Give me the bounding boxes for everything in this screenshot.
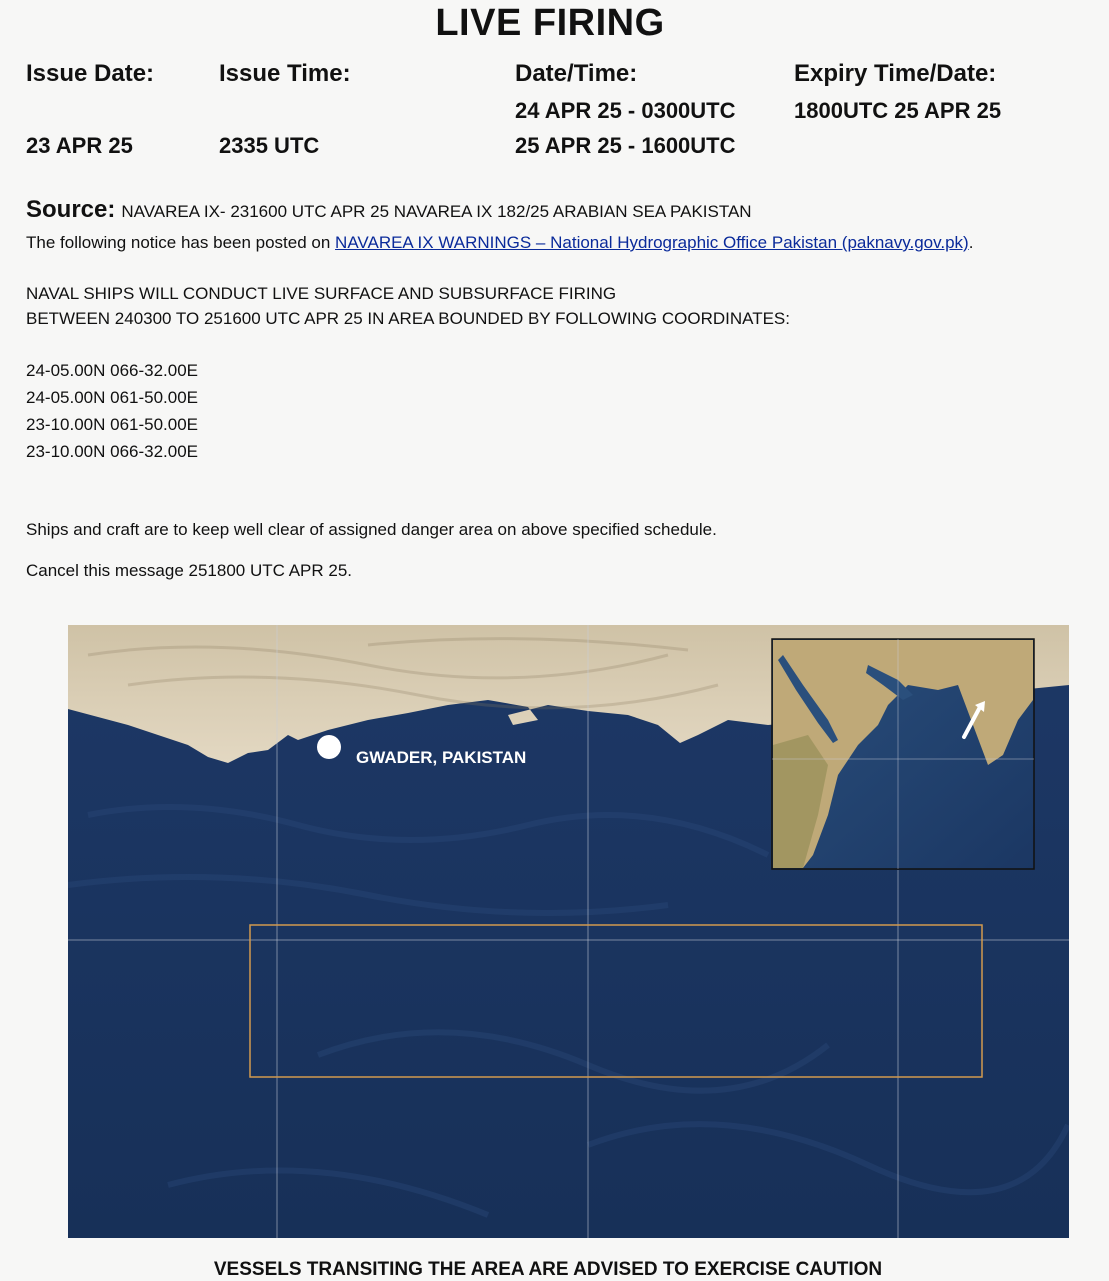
coordinate-3: 23-10.00N 061-50.00E xyxy=(26,415,199,434)
datetime-start: 24 APR 25 - 0300UTC xyxy=(515,98,736,123)
issue-time-label: Issue Time: xyxy=(219,60,351,87)
coordinate-4: 23-10.00N 066-32.00E xyxy=(26,442,199,461)
source-label: Source: xyxy=(26,196,116,223)
posted-prefix: The following notice has been posted on xyxy=(26,233,336,252)
coordinate-2: 24-05.00N 061-50.00E xyxy=(26,388,199,407)
posted-line xyxy=(26,233,973,253)
locator-inset xyxy=(772,639,1034,869)
navarea-link[interactable]: NAVAREA IX WARNINGS – National Hydrographic Office Pakistan (paknavy.gov.pk) xyxy=(335,233,969,252)
page-title: LIVE FIRING xyxy=(435,2,665,44)
source-line xyxy=(26,196,752,224)
posted-suffix: . xyxy=(968,233,974,252)
expiry-label: Expiry Time/Date: xyxy=(794,60,997,87)
coordinate-1: 24-05.00N 066-32.00E xyxy=(26,361,199,380)
caution-footer: VESSELS TRANSITING THE AREA ARE ADVISED TO EXERCISE CAUTION xyxy=(213,1259,883,1280)
gwadar-marker xyxy=(317,735,341,759)
issue-date-label: Issue Date: xyxy=(26,60,155,87)
datetime-label: Date/Time: xyxy=(515,60,638,87)
notice-line-2: BETWEEN 240300 TO 251600 UTC APR 25 IN AREA BOUNDED BY FOLLOWING COORDINATES: xyxy=(26,309,790,328)
expiry-value: 1800UTC 25 APR 25 xyxy=(794,98,1002,123)
cancel-text: Cancel this message 251800 UTC APR 25. xyxy=(26,561,353,580)
issue-date-value: 23 APR 25 xyxy=(26,133,133,158)
notice-line-1: NAVAL SHIPS WILL CONDUCT LIVE SURFACE AND SUBSURFACE FIRING xyxy=(26,284,617,303)
satellite-map xyxy=(68,625,1069,1238)
datetime-end: 25 APR 25 - 1600UTC xyxy=(515,133,736,158)
city-label: GWADER, PAKISTAN xyxy=(356,748,527,767)
advisory-text: Ships and craft are to keep well clear of assigned danger area on above specified schedule. xyxy=(26,520,717,539)
source-text: NAVAREA IX- 231600 UTC APR 25 NAVAREA IX 182/25 ARABIAN SEA PAKISTAN xyxy=(121,202,752,221)
issue-time-value: 2335 UTC xyxy=(219,133,320,158)
